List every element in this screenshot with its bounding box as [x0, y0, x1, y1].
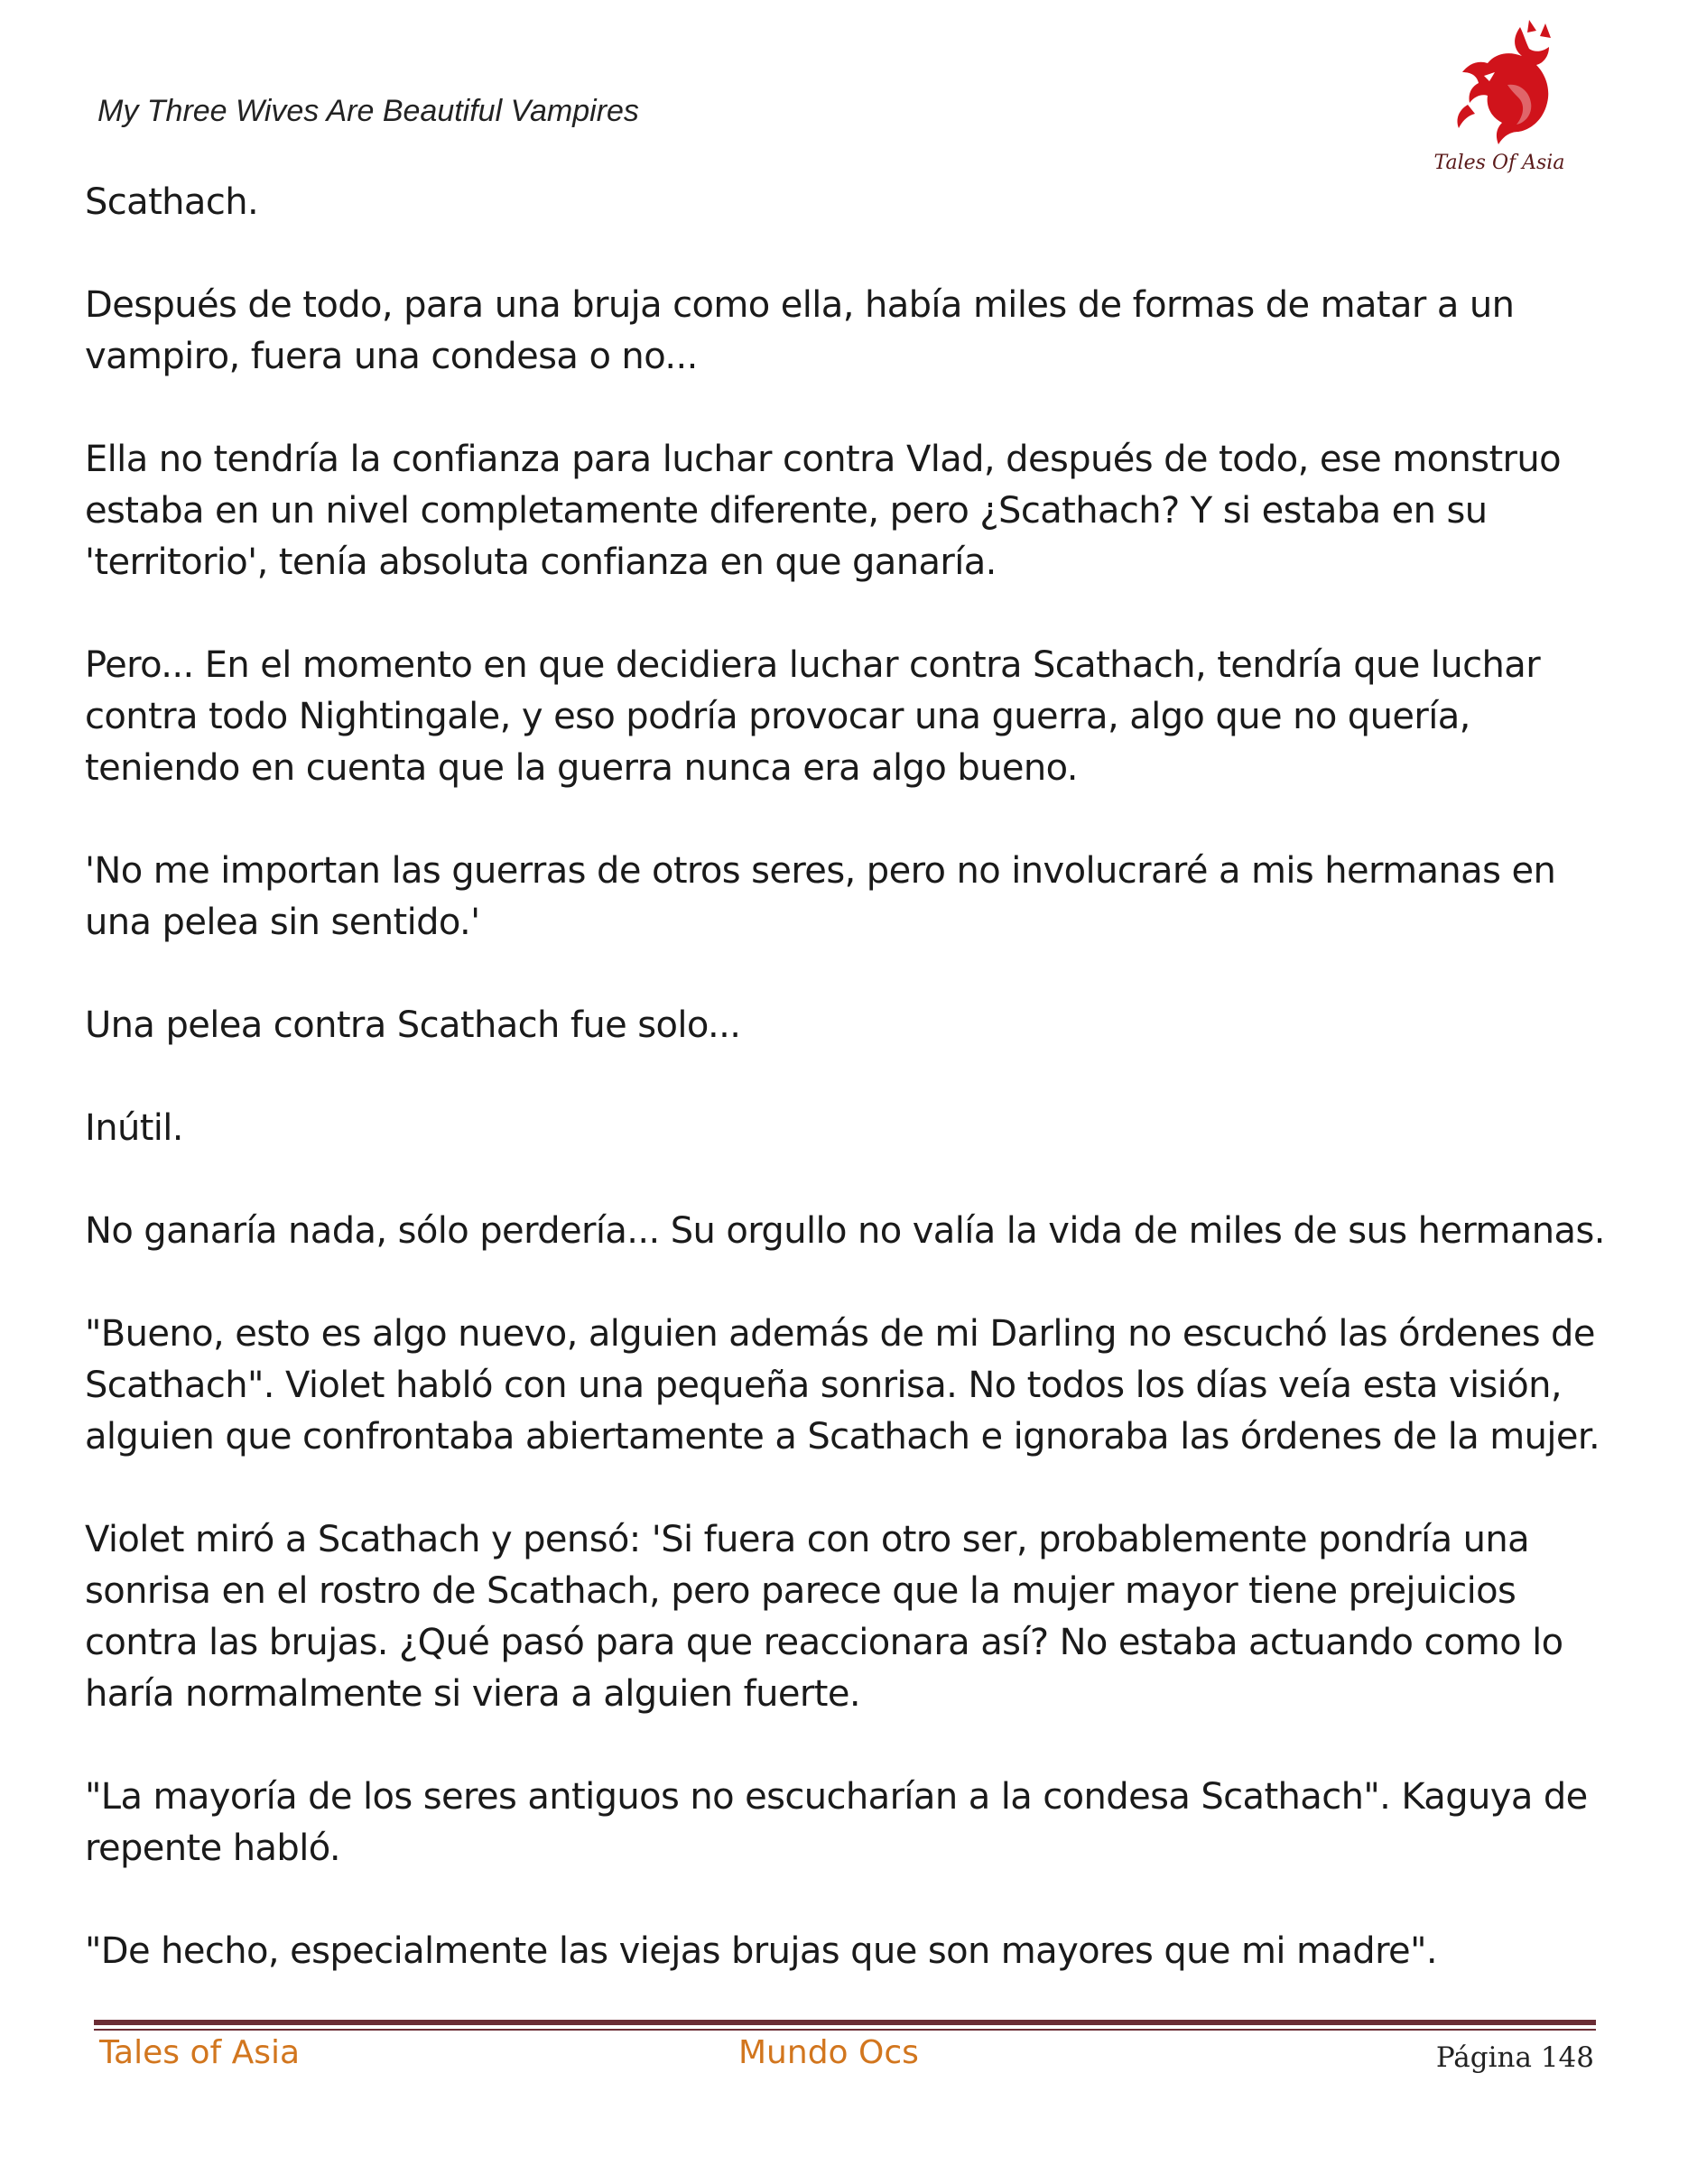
paragraph: Después de todo, para una bruja como ella, había miles de formas de matar a un vampiro, fuera una condesa o no...: [85, 284, 1515, 377]
chapter-body: [85, 177, 1610, 2029]
paragraph: "La mayoría de los seres antiguos no escucharían a la condesa Scathach". Kaguya de repente habló.: [85, 1776, 1588, 1869]
paragraph: "De hecho, especialmente las viejas brujas que son mayores que mi madre".: [85, 1930, 1437, 1972]
paragraph: Violet miró a Scathach y pensó: 'Si fuera con otro ser, probablemente pondría una sonrisa en el rostro de Scathach, pero parece que la mujer mayor tiene prejuicios contra las brujas. ¿Qué pasó para que reaccionara así? No estaba actuando como lo haría normalmente si viera a alguien fuerte.: [85, 1519, 1563, 1715]
dragon-icon: [1432, 20, 1567, 155]
footer-section-name: Mundo Ocs: [738, 2034, 919, 2071]
page-number: Página 148: [1435, 2041, 1594, 2074]
footer-divider-thin: [94, 2029, 1596, 2031]
tales-of-asia-logo: [1432, 20, 1567, 182]
paragraph: No ganaría nada, sólo perdería... Su orgullo no valía la vida de miles de sus hermanas.: [85, 1210, 1605, 1252]
paragraph: "Bueno, esto es algo nuevo, alguien además de mi Darling no escuchó las órdenes de Scathach". Violet habló con una pequeña sonrisa. No todos los días veía esta visión, alguien que confrontaba abiertamente a Scathach e ignoraba las órdenes de la mujer.: [85, 1313, 1600, 1458]
paragraph: Una pelea contra Scathach fue solo...: [85, 1004, 741, 1046]
footer-site-name: Tales of Asia: [99, 2034, 301, 2071]
book-title: My Three Wives Are Beautiful Vampires: [97, 94, 639, 128]
paragraph: Pero... En el momento en que decidiera luchar contra Scathach, tendría que luchar contra todo Nightingale, y eso podría provocar una guerra, algo que no quería, teniendo en cuenta que la guerra nunca era algo bueno.: [85, 644, 1541, 789]
logo-text: Tales Of Asia: [1433, 152, 1565, 174]
paragraph: Inútil.: [85, 1107, 183, 1149]
footer-divider: [94, 2020, 1596, 2025]
paragraph: Scathach.: [85, 181, 259, 223]
paragraph: 'No me importan las guerras de otros seres, pero no involucraré a mis hermanas en una pelea sin sentido.': [85, 850, 1556, 943]
paragraph: Ella no tendría la confianza para luchar contra Vlad, después de todo, ese monstruo estaba en un nivel completamente diferente, pero ¿Scathach? Y si estaba en su 'territorio', tenía absoluta confianza en que ganaría.: [85, 439, 1562, 583]
